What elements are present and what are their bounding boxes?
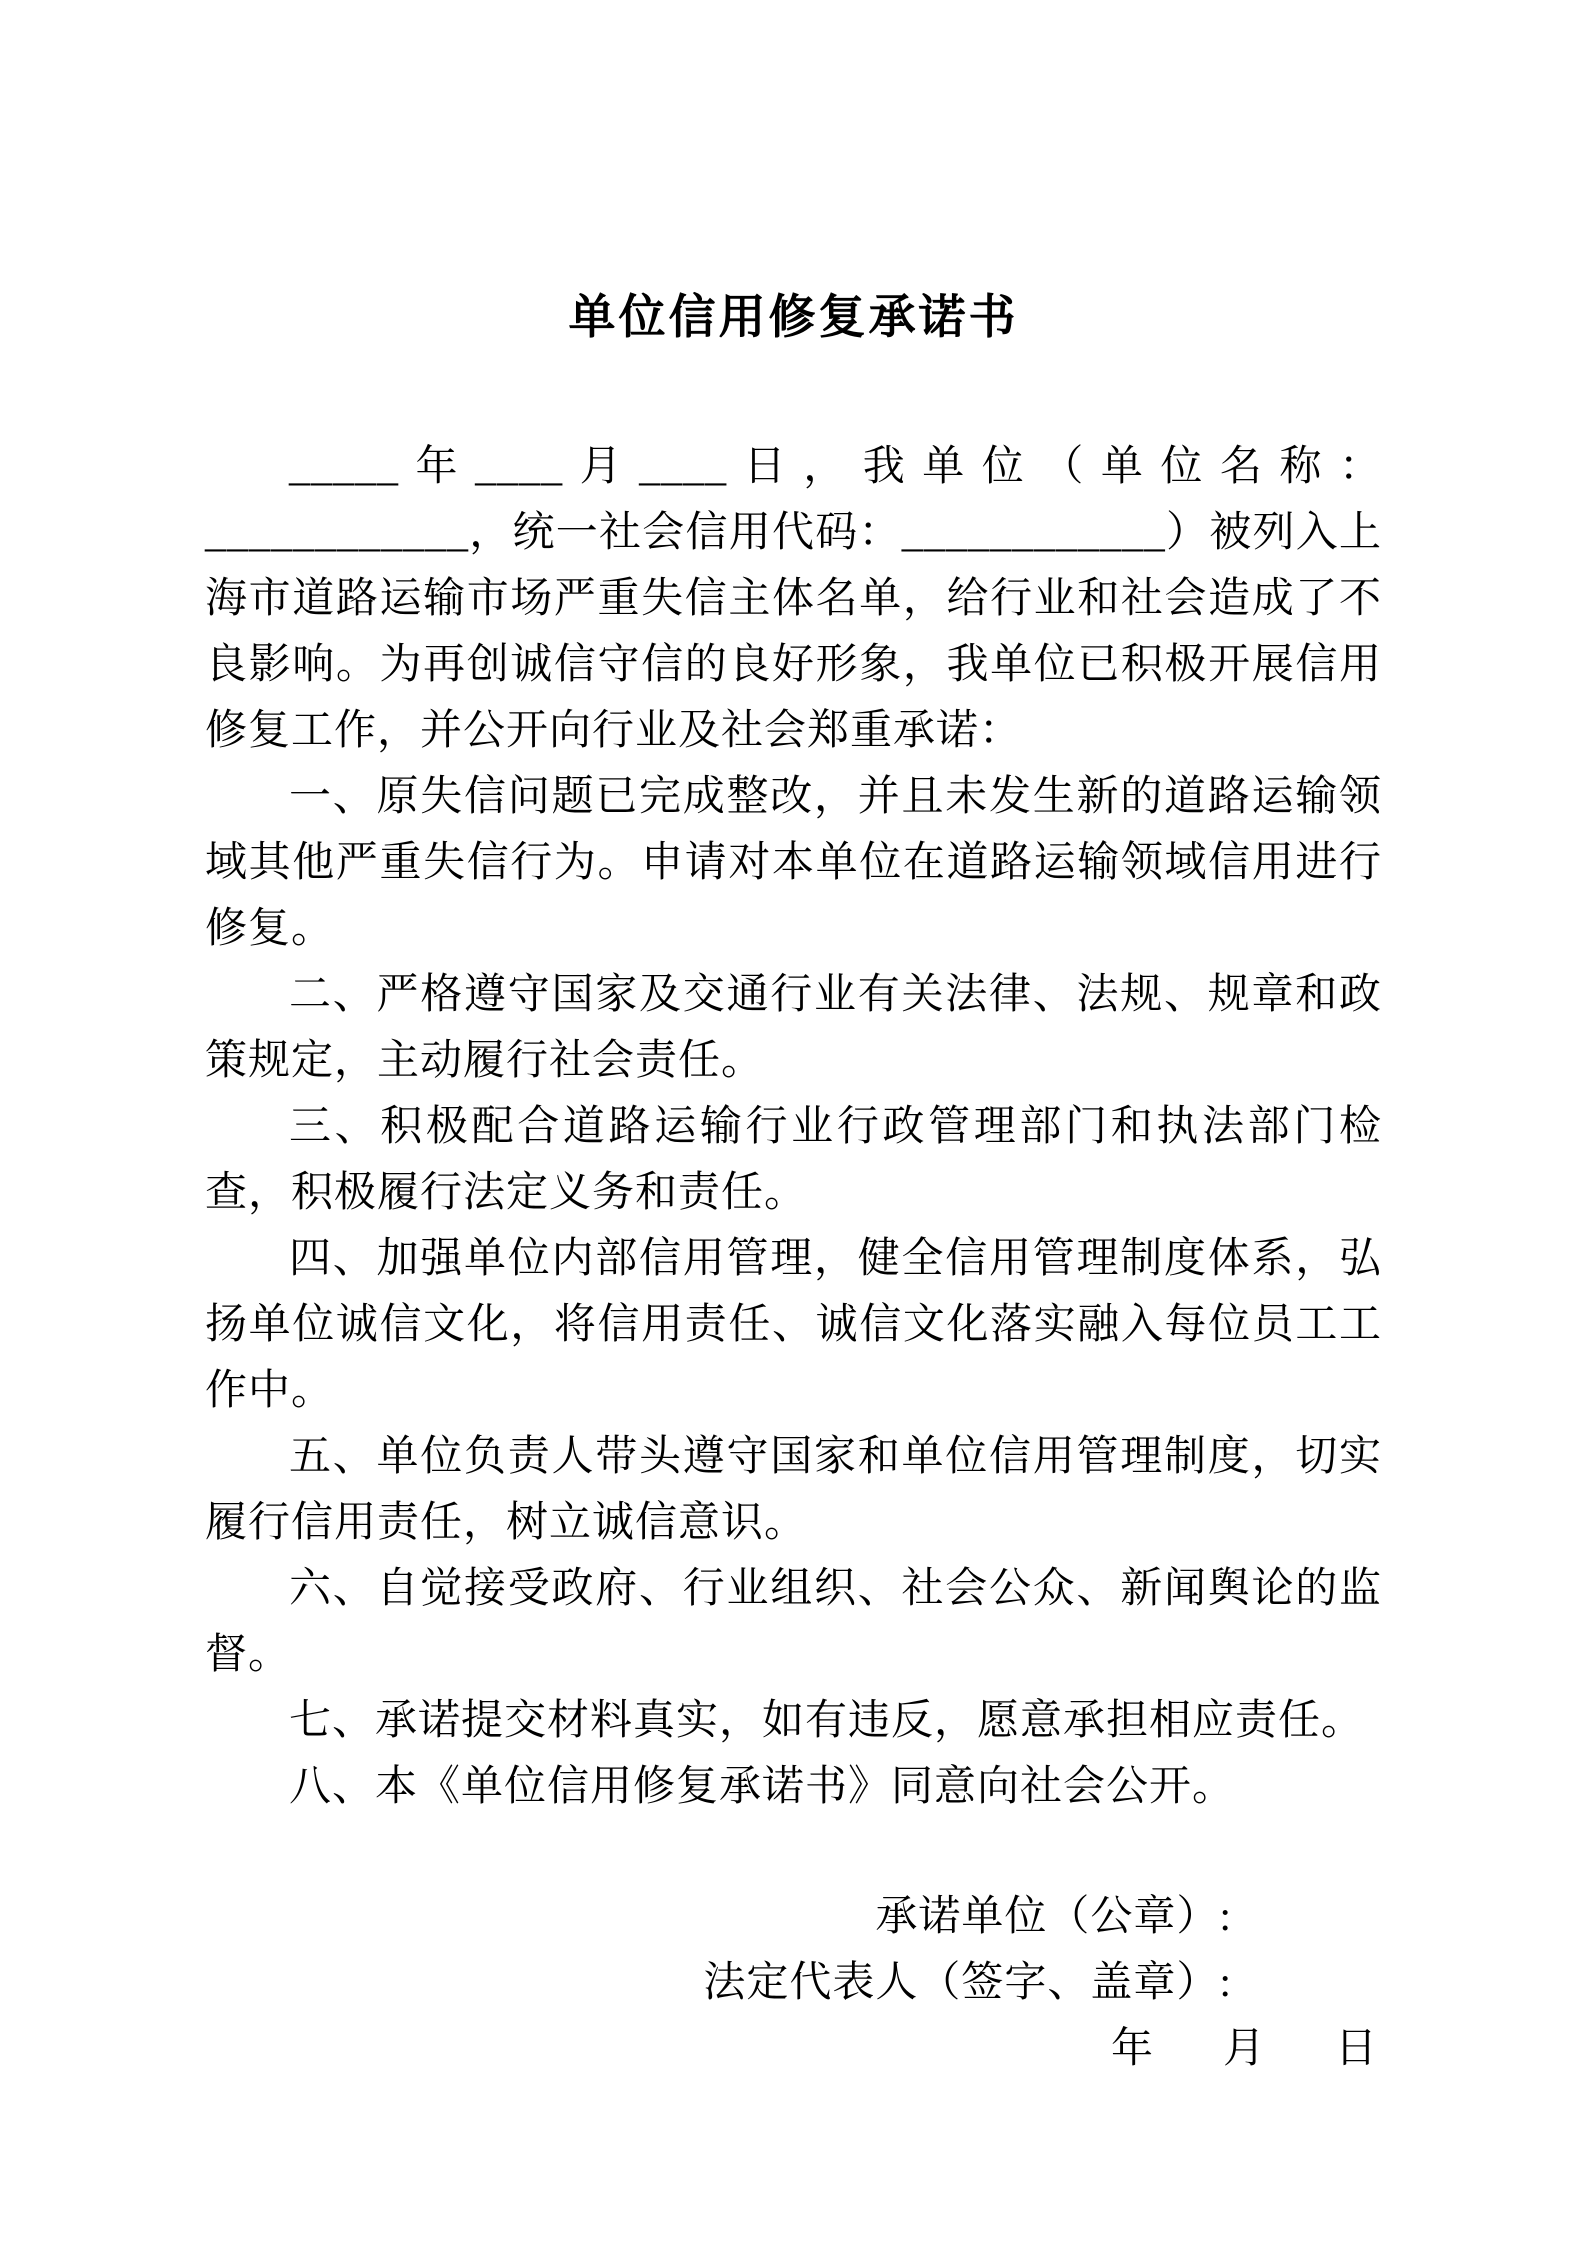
paragraph-item-2: 二、严格遵守国家及交通行业有关法律、法规、规章和政策规定，主动履行社会责任。 xyxy=(205,972,1382,1084)
paragraph-intro: _____年____月____日，我单位（单位名称：____________，统一社会信用代码：____________）被列入上海市道路运输市场严重失信主体名单，给行业和社会造成了不良影响。为再创诚信守信的良好形象，我单位已积极开展信用修复工作，并公开向行业及社会郑重承诺： xyxy=(205,444,1382,754)
paragraph-item-3: 三、积极配合道路运输行业行政管理部门和执法部门检查，积极履行法定义务和责任。 xyxy=(205,1104,1382,1216)
paragraph-item-6: 六、自觉接受政府、行业组织、社会公众、新闻舆论的监督。 xyxy=(205,1566,1382,1678)
signature-unit-seal-label: 承诺单位（公章）: xyxy=(875,1894,1232,1940)
signature-legal-representative-label: 法定代表人（签字、盖章）: xyxy=(703,1960,1232,2006)
paragraph-item-8: 八、本《单位信用修复承诺书》同意向社会公开。 xyxy=(289,1764,1236,1810)
paragraph-item-7: 七、承诺提交材料真实，如有违反，愿意承担相应责任。 xyxy=(289,1698,1365,1744)
document-title: 单位信用修复承诺书 xyxy=(568,292,1019,344)
paragraph-item-1: 一、原失信问题已完成整改，并且未发生新的道路运输领域其他严重失信行为。申请对本单位在道路运输领域信用进行修复。 xyxy=(205,774,1382,952)
paragraph-item-5: 五、单位负责人带头遵守国家和单位信用管理制度，切实履行信用责任，树立诚信意识。 xyxy=(205,1434,1382,1546)
paragraph-item-4: 四、加强单位内部信用管理，健全信用管理制度体系，弘扬单位诚信文化，将信用责任、诚信文化落实融入每位员工工作中。 xyxy=(205,1236,1382,1414)
signature-block xyxy=(205,1884,1382,2082)
signature-date-line: 年 月 日 xyxy=(1110,2026,1378,2072)
